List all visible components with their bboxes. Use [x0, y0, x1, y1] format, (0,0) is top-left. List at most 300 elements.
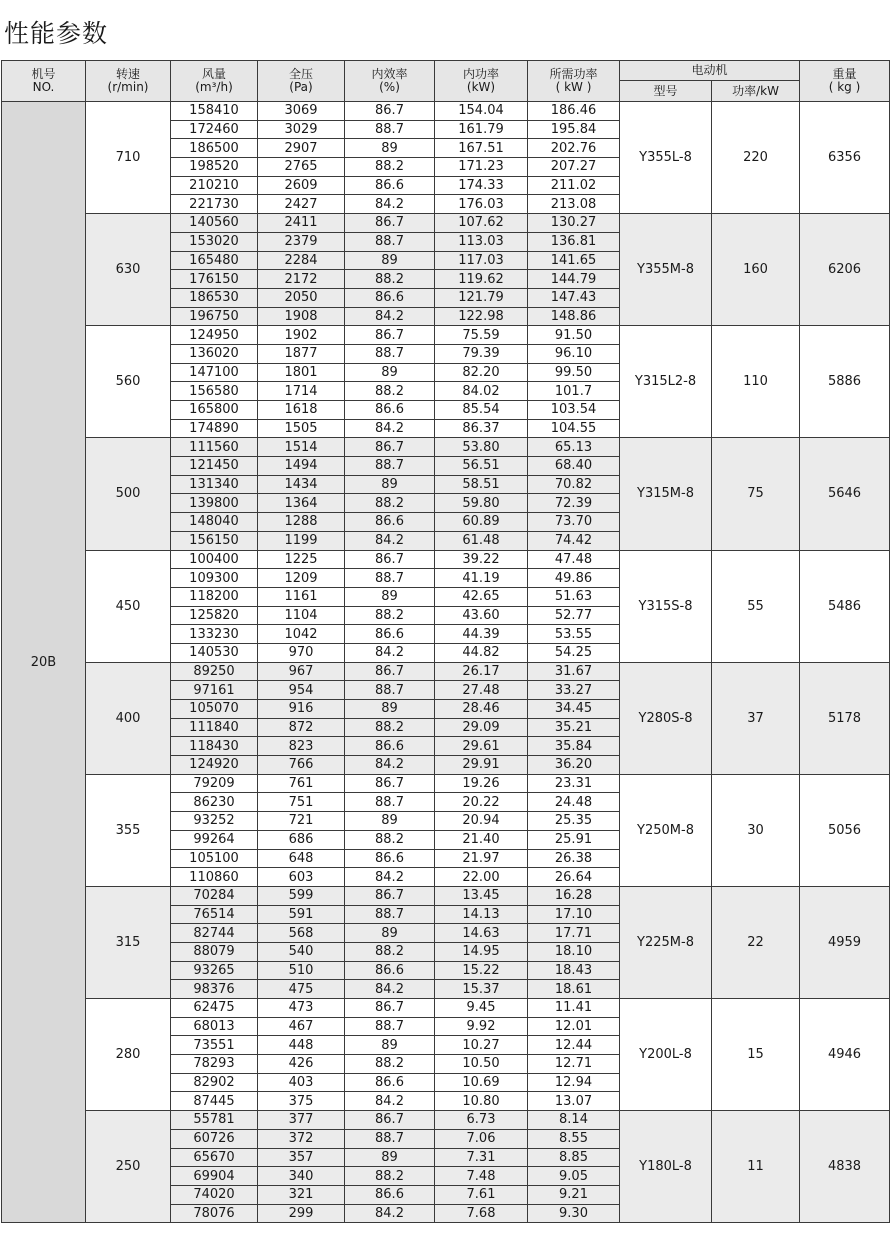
internal-power-cell: 14.63 [435, 924, 528, 943]
airflow-cell: 186500 [171, 139, 258, 158]
efficiency-cell: 84.2 [345, 1204, 435, 1223]
required-power-cell: 8.85 [528, 1148, 620, 1167]
internal-power-cell: 41.19 [435, 569, 528, 588]
efficiency-cell: 89 [345, 812, 435, 831]
pressure-cell: 823 [258, 737, 345, 756]
motor-model-cell: Y280S-8 [620, 662, 712, 774]
airflow-cell: 60726 [171, 1129, 258, 1148]
efficiency-cell: 84.2 [345, 1092, 435, 1111]
internal-power-cell: 82.20 [435, 363, 528, 382]
pressure-cell: 761 [258, 774, 345, 793]
required-power-cell: 99.50 [528, 363, 620, 382]
pressure-cell: 2907 [258, 139, 345, 158]
required-power-cell: 13.07 [528, 1092, 620, 1111]
pressure-cell: 1209 [258, 569, 345, 588]
efficiency-cell: 89 [345, 700, 435, 719]
efficiency-cell: 84.2 [345, 419, 435, 438]
airflow-cell: 131340 [171, 475, 258, 494]
internal-power-cell: 86.37 [435, 419, 528, 438]
internal-power-cell: 21.97 [435, 849, 528, 868]
internal-power-cell: 7.61 [435, 1185, 528, 1204]
required-power-cell: 11.41 [528, 999, 620, 1018]
internal-power-cell: 13.45 [435, 886, 528, 905]
pressure-cell: 721 [258, 812, 345, 831]
required-power-cell: 8.14 [528, 1111, 620, 1130]
airflow-cell: 125820 [171, 606, 258, 625]
performance-table [1, 60, 890, 1223]
airflow-cell: 140560 [171, 214, 258, 233]
table-row [2, 438, 890, 457]
motor-model-cell: Y315S-8 [620, 550, 712, 662]
efficiency-cell: 88.2 [345, 158, 435, 177]
speed-cell: 630 [86, 214, 171, 326]
internal-power-cell: 29.61 [435, 737, 528, 756]
required-power-cell: 54.25 [528, 643, 620, 662]
table-header [2, 61, 890, 102]
efficiency-cell: 88.2 [345, 942, 435, 961]
efficiency-cell: 88.2 [345, 1055, 435, 1074]
efficiency-cell: 86.6 [345, 1073, 435, 1092]
internal-power-cell: 26.17 [435, 662, 528, 681]
speed-cell: 355 [86, 774, 171, 886]
pressure-cell: 1494 [258, 457, 345, 476]
internal-power-cell: 9.92 [435, 1017, 528, 1036]
motor-power-cell: 75 [712, 438, 800, 550]
airflow-cell: 93265 [171, 961, 258, 980]
airflow-cell: 133230 [171, 625, 258, 644]
airflow-cell: 69904 [171, 1167, 258, 1186]
required-power-cell: 101.7 [528, 382, 620, 401]
airflow-cell: 176150 [171, 270, 258, 289]
required-power-cell: 25.91 [528, 830, 620, 849]
required-power-cell: 25.35 [528, 812, 620, 831]
efficiency-cell: 89 [345, 251, 435, 270]
internal-power-cell: 27.48 [435, 681, 528, 700]
internal-power-cell: 44.39 [435, 625, 528, 644]
header-motor-model: 型号 [620, 81, 712, 102]
internal-power-cell: 10.80 [435, 1092, 528, 1111]
internal-power-cell: 9.45 [435, 999, 528, 1018]
pressure-cell: 510 [258, 961, 345, 980]
required-power-cell: 26.64 [528, 868, 620, 887]
efficiency-cell: 86.7 [345, 550, 435, 569]
motor-model-cell: Y225M-8 [620, 886, 712, 998]
efficiency-cell: 88.7 [345, 344, 435, 363]
efficiency-cell: 84.2 [345, 756, 435, 775]
motor-model-cell: Y355M-8 [620, 214, 712, 326]
required-power-cell: 202.76 [528, 139, 620, 158]
weight-cell: 5886 [800, 326, 890, 438]
required-power-cell: 47.48 [528, 550, 620, 569]
header-motor-power: 功率/kW [712, 81, 800, 102]
weight-cell: 6206 [800, 214, 890, 326]
internal-power-cell: 10.27 [435, 1036, 528, 1055]
airflow-cell: 148040 [171, 513, 258, 532]
required-power-cell: 74.42 [528, 531, 620, 550]
airflow-cell: 93252 [171, 812, 258, 831]
internal-power-cell: 19.26 [435, 774, 528, 793]
internal-power-cell: 20.94 [435, 812, 528, 831]
internal-power-cell: 14.95 [435, 942, 528, 961]
pressure-cell: 1434 [258, 475, 345, 494]
required-power-cell: 35.21 [528, 718, 620, 737]
efficiency-cell: 86.6 [345, 401, 435, 420]
required-power-cell: 186.46 [528, 102, 620, 121]
required-power-cell: 72.39 [528, 494, 620, 513]
efficiency-cell: 89 [345, 363, 435, 382]
airflow-cell: 165800 [171, 401, 258, 420]
efficiency-cell: 86.7 [345, 1111, 435, 1130]
required-power-cell: 213.08 [528, 195, 620, 214]
table-row [2, 999, 890, 1018]
pressure-cell: 299 [258, 1204, 345, 1223]
pressure-cell: 3069 [258, 102, 345, 121]
weight-cell: 6356 [800, 102, 890, 214]
required-power-cell: 33.27 [528, 681, 620, 700]
speed-cell: 280 [86, 999, 171, 1111]
airflow-cell: 140530 [171, 643, 258, 662]
internal-power-cell: 10.50 [435, 1055, 528, 1074]
internal-power-cell: 29.09 [435, 718, 528, 737]
required-power-cell: 65.13 [528, 438, 620, 457]
table-row [2, 102, 890, 121]
pressure-cell: 340 [258, 1167, 345, 1186]
internal-power-cell: 56.51 [435, 457, 528, 476]
airflow-cell: 139800 [171, 494, 258, 513]
efficiency-cell: 88.2 [345, 830, 435, 849]
pressure-cell: 426 [258, 1055, 345, 1074]
motor-power-cell: 30 [712, 774, 800, 886]
internal-power-cell: 22.00 [435, 868, 528, 887]
motor-power-cell: 110 [712, 326, 800, 438]
efficiency-cell: 88.2 [345, 382, 435, 401]
airflow-cell: 196750 [171, 307, 258, 326]
airflow-cell: 78293 [171, 1055, 258, 1074]
airflow-cell: 153020 [171, 232, 258, 251]
weight-cell: 4959 [800, 886, 890, 998]
internal-power-cell: 85.54 [435, 401, 528, 420]
pressure-cell: 1902 [258, 326, 345, 345]
pressure-cell: 568 [258, 924, 345, 943]
required-power-cell: 17.10 [528, 905, 620, 924]
pressure-cell: 321 [258, 1185, 345, 1204]
required-power-cell: 9.30 [528, 1204, 620, 1223]
airflow-cell: 147100 [171, 363, 258, 382]
efficiency-cell: 86.6 [345, 513, 435, 532]
table-body [2, 102, 890, 1223]
pressure-cell: 475 [258, 980, 345, 999]
efficiency-cell: 86.7 [345, 214, 435, 233]
pressure-cell: 1199 [258, 531, 345, 550]
airflow-cell: 156150 [171, 531, 258, 550]
table-row [2, 774, 890, 793]
header-efficiency: 内效率 (%) [345, 61, 435, 102]
required-power-cell: 104.55 [528, 419, 620, 438]
motor-model-cell: Y250M-8 [620, 774, 712, 886]
airflow-cell: 68013 [171, 1017, 258, 1036]
pressure-cell: 2411 [258, 214, 345, 233]
pressure-cell: 1877 [258, 344, 345, 363]
internal-power-cell: 167.51 [435, 139, 528, 158]
airflow-cell: 174890 [171, 419, 258, 438]
airflow-cell: 221730 [171, 195, 258, 214]
required-power-cell: 103.54 [528, 401, 620, 420]
motor-model-cell: Y315L2-8 [620, 326, 712, 438]
airflow-cell: 89250 [171, 662, 258, 681]
required-power-cell: 16.28 [528, 886, 620, 905]
airflow-cell: 98376 [171, 980, 258, 999]
pressure-cell: 372 [258, 1129, 345, 1148]
airflow-cell: 210210 [171, 176, 258, 195]
airflow-cell: 70284 [171, 886, 258, 905]
pressure-cell: 2427 [258, 195, 345, 214]
motor-power-cell: 37 [712, 662, 800, 774]
efficiency-cell: 88.7 [345, 793, 435, 812]
header-required-power: 所需功率 ( kW ) [528, 61, 620, 102]
pressure-cell: 648 [258, 849, 345, 868]
internal-power-cell: 7.06 [435, 1129, 528, 1148]
required-power-cell: 17.71 [528, 924, 620, 943]
speed-cell: 315 [86, 886, 171, 998]
internal-power-cell: 171.23 [435, 158, 528, 177]
efficiency-cell: 88.7 [345, 1017, 435, 1036]
pressure-cell: 1288 [258, 513, 345, 532]
motor-power-cell: 160 [712, 214, 800, 326]
efficiency-cell: 86.7 [345, 774, 435, 793]
efficiency-cell: 88.7 [345, 457, 435, 476]
efficiency-cell: 86.7 [345, 999, 435, 1018]
efficiency-cell: 84.2 [345, 195, 435, 214]
required-power-cell: 96.10 [528, 344, 620, 363]
efficiency-cell: 88.2 [345, 1167, 435, 1186]
efficiency-cell: 89 [345, 1036, 435, 1055]
efficiency-cell: 86.7 [345, 102, 435, 121]
table-row [2, 662, 890, 681]
required-power-cell: 51.63 [528, 587, 620, 606]
efficiency-cell: 84.2 [345, 868, 435, 887]
motor-model-cell: Y355L-8 [620, 102, 712, 214]
pressure-cell: 473 [258, 999, 345, 1018]
airflow-cell: 109300 [171, 569, 258, 588]
airflow-cell: 198520 [171, 158, 258, 177]
pressure-cell: 2172 [258, 270, 345, 289]
speed-cell: 710 [86, 102, 171, 214]
airflow-cell: 186530 [171, 288, 258, 307]
table-row [2, 1111, 890, 1130]
airflow-cell: 74020 [171, 1185, 258, 1204]
efficiency-cell: 86.6 [345, 288, 435, 307]
internal-power-cell: 60.89 [435, 513, 528, 532]
airflow-cell: 78076 [171, 1204, 258, 1223]
internal-power-cell: 75.59 [435, 326, 528, 345]
speed-cell: 560 [86, 326, 171, 438]
internal-power-cell: 44.82 [435, 643, 528, 662]
required-power-cell: 8.55 [528, 1129, 620, 1148]
pressure-cell: 2050 [258, 288, 345, 307]
efficiency-cell: 88.2 [345, 270, 435, 289]
required-power-cell: 68.40 [528, 457, 620, 476]
pressure-cell: 1042 [258, 625, 345, 644]
pressure-cell: 2765 [258, 158, 345, 177]
efficiency-cell: 88.7 [345, 905, 435, 924]
efficiency-cell: 84.2 [345, 307, 435, 326]
motor-power-cell: 55 [712, 550, 800, 662]
pressure-cell: 751 [258, 793, 345, 812]
table-row [2, 550, 890, 569]
pressure-cell: 954 [258, 681, 345, 700]
internal-power-cell: 58.51 [435, 475, 528, 494]
required-power-cell: 136.81 [528, 232, 620, 251]
required-power-cell: 195.84 [528, 120, 620, 139]
airflow-cell: 100400 [171, 550, 258, 569]
airflow-cell: 73551 [171, 1036, 258, 1055]
internal-power-cell: 14.13 [435, 905, 528, 924]
airflow-cell: 105070 [171, 700, 258, 719]
airflow-cell: 172460 [171, 120, 258, 139]
pressure-cell: 916 [258, 700, 345, 719]
internal-power-cell: 176.03 [435, 195, 528, 214]
motor-power-cell: 220 [712, 102, 800, 214]
header-motor: 电动机 [620, 61, 800, 81]
required-power-cell: 36.20 [528, 756, 620, 775]
internal-power-cell: 174.33 [435, 176, 528, 195]
weight-cell: 5178 [800, 662, 890, 774]
efficiency-cell: 89 [345, 475, 435, 494]
efficiency-cell: 88.7 [345, 1129, 435, 1148]
airflow-cell: 156580 [171, 382, 258, 401]
pressure-cell: 872 [258, 718, 345, 737]
efficiency-cell: 89 [345, 1148, 435, 1167]
internal-power-cell: 121.79 [435, 288, 528, 307]
airflow-cell: 82744 [171, 924, 258, 943]
pressure-cell: 591 [258, 905, 345, 924]
airflow-cell: 87445 [171, 1092, 258, 1111]
required-power-cell: 91.50 [528, 326, 620, 345]
internal-power-cell: 42.65 [435, 587, 528, 606]
airflow-cell: 124920 [171, 756, 258, 775]
internal-power-cell: 117.03 [435, 251, 528, 270]
header-pressure: 全压 (Pa) [258, 61, 345, 102]
speed-cell: 400 [86, 662, 171, 774]
efficiency-cell: 84.2 [345, 531, 435, 550]
table-row [2, 214, 890, 233]
required-power-cell: 53.55 [528, 625, 620, 644]
pressure-cell: 970 [258, 643, 345, 662]
internal-power-cell: 15.37 [435, 980, 528, 999]
internal-power-cell: 7.31 [435, 1148, 528, 1167]
required-power-cell: 26.38 [528, 849, 620, 868]
speed-cell: 450 [86, 550, 171, 662]
efficiency-cell: 88.2 [345, 494, 435, 513]
header-internal-power: 内功率 (kW) [435, 61, 528, 102]
efficiency-cell: 89 [345, 139, 435, 158]
efficiency-cell: 86.7 [345, 326, 435, 345]
required-power-cell: 144.79 [528, 270, 620, 289]
required-power-cell: 52.77 [528, 606, 620, 625]
internal-power-cell: 15.22 [435, 961, 528, 980]
required-power-cell: 24.48 [528, 793, 620, 812]
internal-power-cell: 59.80 [435, 494, 528, 513]
internal-power-cell: 79.39 [435, 344, 528, 363]
required-power-cell: 9.21 [528, 1185, 620, 1204]
pressure-cell: 686 [258, 830, 345, 849]
airflow-cell: 76514 [171, 905, 258, 924]
pressure-cell: 448 [258, 1036, 345, 1055]
airflow-cell: 65670 [171, 1148, 258, 1167]
airflow-cell: 136020 [171, 344, 258, 363]
internal-power-cell: 53.80 [435, 438, 528, 457]
required-power-cell: 9.05 [528, 1167, 620, 1186]
pressure-cell: 2284 [258, 251, 345, 270]
pressure-cell: 1225 [258, 550, 345, 569]
required-power-cell: 12.94 [528, 1073, 620, 1092]
airflow-cell: 118430 [171, 737, 258, 756]
pressure-cell: 2379 [258, 232, 345, 251]
airflow-cell: 82902 [171, 1073, 258, 1092]
pressure-cell: 1505 [258, 419, 345, 438]
pressure-cell: 375 [258, 1092, 345, 1111]
pressure-cell: 1714 [258, 382, 345, 401]
motor-model-cell: Y180L-8 [620, 1111, 712, 1223]
header-speed: 转速 (r/min) [86, 61, 171, 102]
efficiency-cell: 89 [345, 587, 435, 606]
efficiency-cell: 86.6 [345, 1185, 435, 1204]
pressure-cell: 1161 [258, 587, 345, 606]
required-power-cell: 34.45 [528, 700, 620, 719]
airflow-cell: 158410 [171, 102, 258, 121]
weight-cell: 4946 [800, 999, 890, 1111]
efficiency-cell: 88.7 [345, 569, 435, 588]
pressure-cell: 1908 [258, 307, 345, 326]
airflow-cell: 111840 [171, 718, 258, 737]
airflow-cell: 105100 [171, 849, 258, 868]
airflow-cell: 124950 [171, 326, 258, 345]
required-power-cell: 49.86 [528, 569, 620, 588]
efficiency-cell: 88.2 [345, 606, 435, 625]
motor-model-cell: Y315M-8 [620, 438, 712, 550]
required-power-cell: 12.71 [528, 1055, 620, 1074]
efficiency-cell: 86.7 [345, 662, 435, 681]
internal-power-cell: 7.48 [435, 1167, 528, 1186]
efficiency-cell: 88.7 [345, 232, 435, 251]
internal-power-cell: 113.03 [435, 232, 528, 251]
pressure-cell: 1801 [258, 363, 345, 382]
pressure-cell: 403 [258, 1073, 345, 1092]
weight-cell: 5056 [800, 774, 890, 886]
airflow-cell: 88079 [171, 942, 258, 961]
required-power-cell: 18.10 [528, 942, 620, 961]
required-power-cell: 130.27 [528, 214, 620, 233]
pressure-cell: 2609 [258, 176, 345, 195]
efficiency-cell: 84.2 [345, 643, 435, 662]
table-row [2, 886, 890, 905]
pressure-cell: 603 [258, 868, 345, 887]
header-airflow: 风量 (m³/h) [171, 61, 258, 102]
speed-cell: 250 [86, 1111, 171, 1223]
efficiency-cell: 86.6 [345, 625, 435, 644]
internal-power-cell: 29.91 [435, 756, 528, 775]
airflow-cell: 55781 [171, 1111, 258, 1130]
pressure-cell: 540 [258, 942, 345, 961]
internal-power-cell: 10.69 [435, 1073, 528, 1092]
required-power-cell: 35.84 [528, 737, 620, 756]
required-power-cell: 148.86 [528, 307, 620, 326]
table-row [2, 326, 890, 345]
internal-power-cell: 119.62 [435, 270, 528, 289]
motor-model-cell: Y200L-8 [620, 999, 712, 1111]
required-power-cell: 18.61 [528, 980, 620, 999]
airflow-cell: 62475 [171, 999, 258, 1018]
